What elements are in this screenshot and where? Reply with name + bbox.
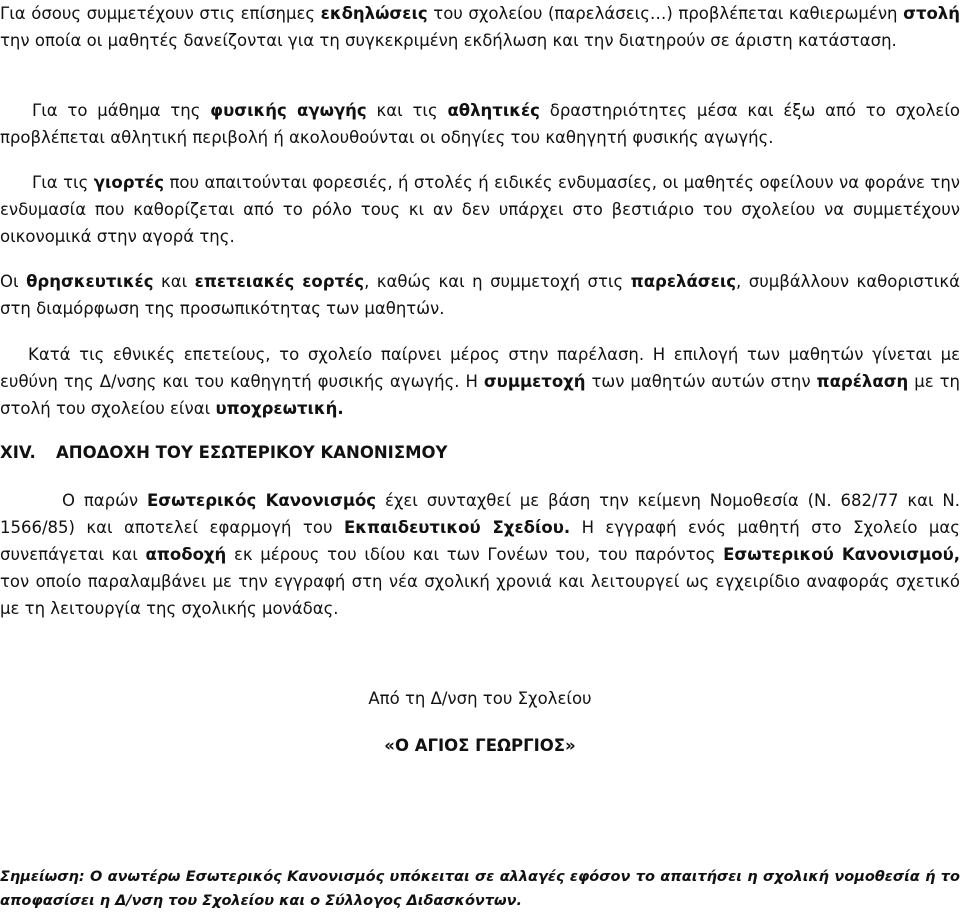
paragraph-official-events-uniform: Για όσους συμμετέχουν στις επίσημες εκδηλώσεις του σχολείου (παρελάσεις…) προβλέπεται καθιερωμένη στολή την οποία οι μαθητές δανείζονται για τη συγκεκριμένη εκδήλωση και την διατηρούν σε άριστη κατάσταση. — [0, 4, 960, 50]
signature-line: Από τη Δ/νση του Σχολείου — [368, 689, 592, 708]
section-title: ΑΠΟΔΟΧΗ ΤΟΥ ΕΣΩΤΕΡΙΚΟΥ ΚΑΝΟΝΙΣΜΟΥ — [56, 443, 448, 462]
section-heading — [0, 439, 448, 466]
paragraph-celebrations-costumes: Για τις γιορτές που απαιτούνται φορεσιές, ή στολές ή ειδικές ενδυμασίες, οι μαθητές οφείλουν να φοράνε την ενδυμασία που καθορίζεται από το ρόλο τους κι αν δεν υπάρχει στο βεστιάριο του σχολείου να συμμετέχουν οικονομικά στην αγορά της. — [0, 173, 960, 246]
school-name: «Ο ΑΓΙΟΣ ΓΕΩΡΓΙΟΣ» — [384, 736, 576, 755]
paragraph-national-parade: Κατά τις εθνικές επετείους, το σχολείο παίρνει μέρος στην παρέλαση. Η επιλογή των μαθητών γίνεται με ευθύνη της Δ/νσης και του καθηγητή φυσικής αγωγής. Η συμμετοχή των μαθητών αυτών στην παρέλαση με τη στολή του σχολείου είναι υποχρεωτική. — [0, 345, 960, 418]
paragraph-regulation-acceptance: Ο παρών Εσωτερικός Κανονισμός έχει συνταχθεί με βάση την κείμενη Νομοθεσία (Ν. 682/77 και Ν. 1566/85) και αποτελεί εφαρμογή του Εκπαιδευτικού Σχεδίου. Η εγγραφή ενός μαθητή στο Σχολείο μας συνεπάγεται και αποδοχή εκ μέρους του ιδίου και των Γονέων του, του παρόντος Εσωτερικού Κανονισμού, τον οποίο παραλαμβάνει με την εγγραφή στη νέα σχολική χρονιά και λειτουργεί ως εγχειρίδιο αναφοράς σχετικό με τη λειτουργία της σχολικής μονάδας. — [0, 491, 960, 618]
section-number: XIV. — [0, 443, 36, 462]
paragraph-physical-education: Για το μάθημα της φυσικής αγωγής και τις αθλητικές δραστηριότητες μέσα και έξω από το σχολείο προβλέπεται αθλητική περιβολή ή ακολουθούνται οι οδηγίες του καθηγητή φυσικής αγωγής. — [0, 101, 960, 147]
paragraph-religious-celebrations: Οι θρησκευτικές και επετειακές εορτές, καθώς και η συμμετοχή στις παρελάσεις, συμβάλλουν καθοριστικά στη διαμόρφωση της προσωπικότητας των μαθητών. — [0, 272, 960, 318]
footnote: Σημείωση: Ο ανωτέρω Εσωτερικός Κανονισμός υπόκειται σε αλλαγές εφόσον το απαιτήσει η σχολική νομοθεσία ή το αποφασίσει η Δ/νση του Σχολείου και ο Σύλλογος Διδασκόντων. — [0, 869, 960, 909]
